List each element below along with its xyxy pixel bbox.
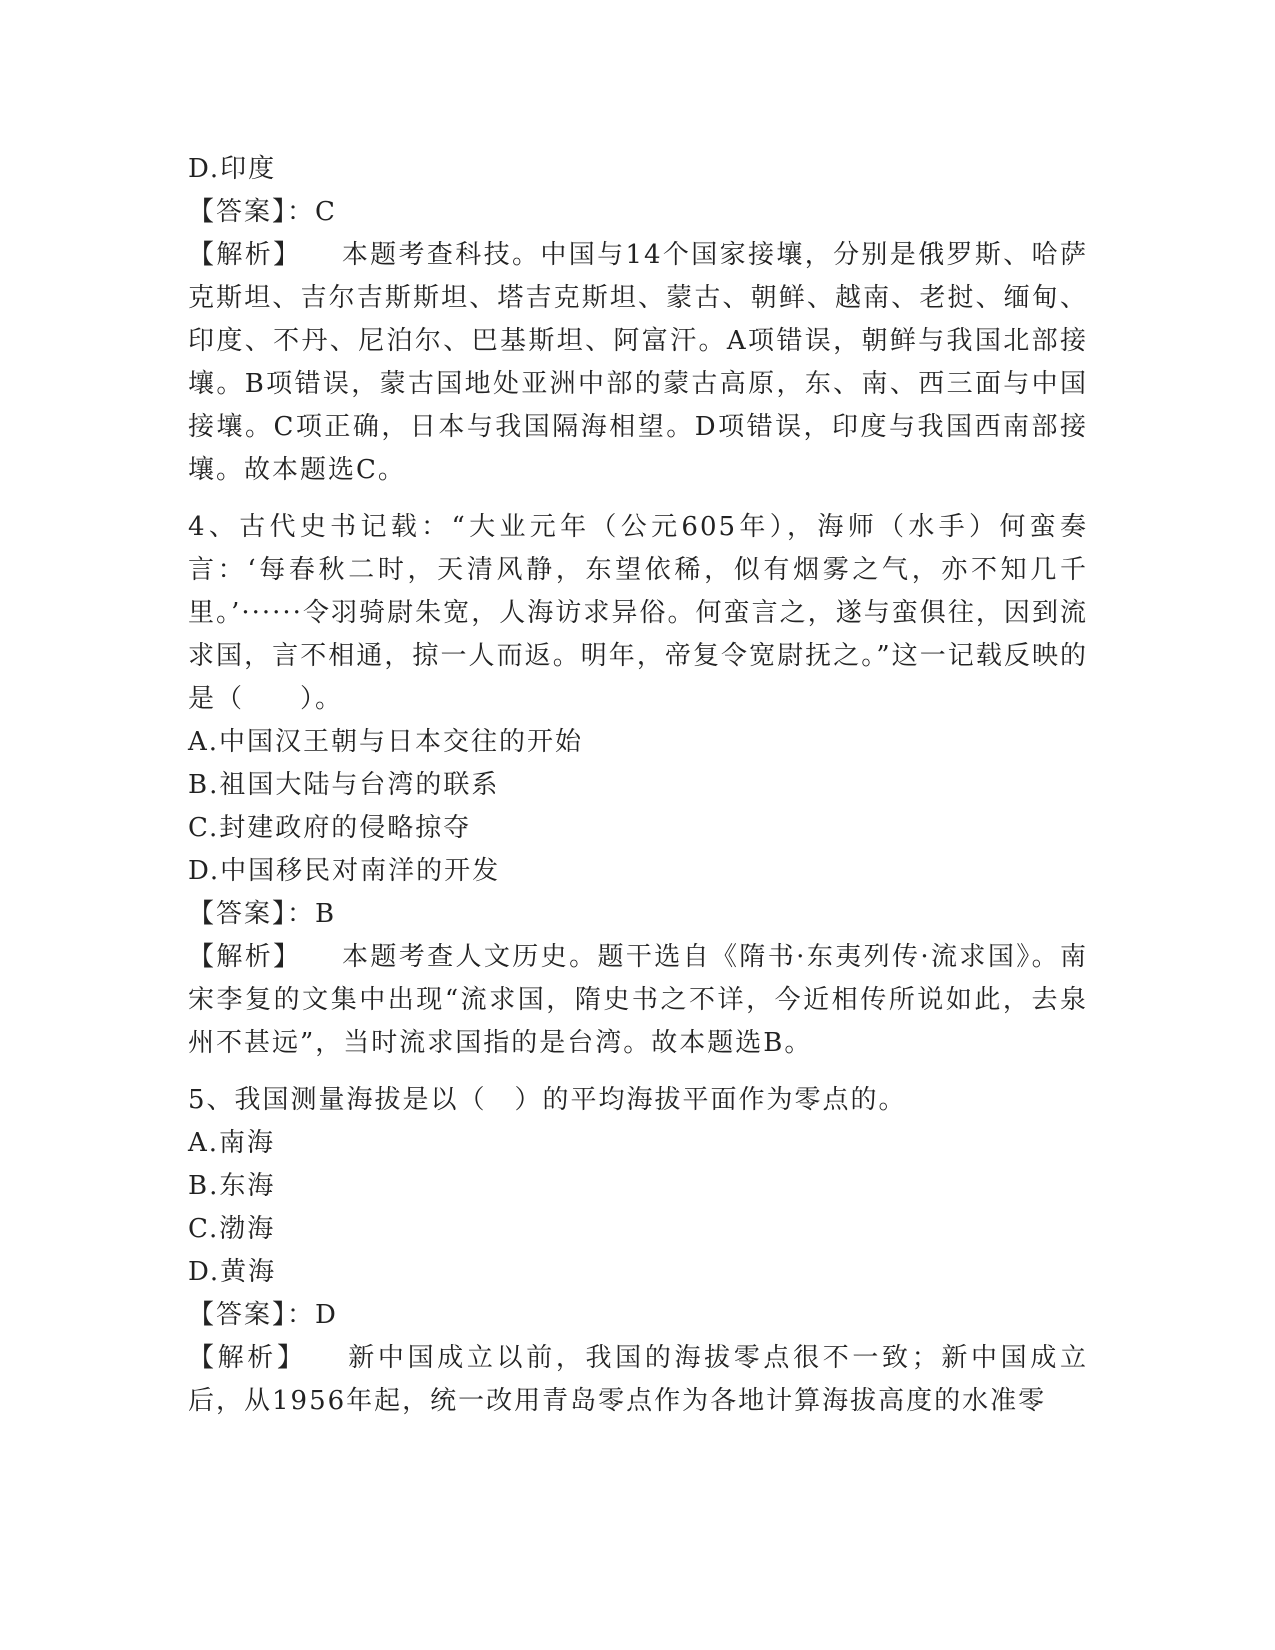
q3-analysis-text: 本题考查科技。中国与14个国家接壤，分别是俄罗斯、哈萨克斯坦、吉尔吉斯斯坦、塔吉克斯坦、蒙古、朝鲜、越南、老挝、缅甸、印度、不丹、尼泊尔、巴基斯坦、阿富汗。A项错误，朝鲜与我国北部接壤。B项错误，蒙古国地处亚洲中部的蒙古高原，东、南、西三面与中国接壤。C项正确，日本与我国隔海相望。D项错误，印度与我国西南部接壤。故本题选C。 <box>188 240 1088 485</box>
document-page <box>188 148 1088 1423</box>
q3-analysis-label: 【解析】 <box>188 240 302 270</box>
q5-analysis <box>188 1337 1088 1423</box>
q5-option-a: A.南海 <box>188 1128 276 1158</box>
q4-option-a: A.中国汉王朝与日本交往的开始 <box>188 727 584 757</box>
q3-analysis <box>188 234 1088 492</box>
q5-analysis-text: 新中国成立以前，我国的海拔零点很不一致；新中国成立后，从1956年起，统一改用青岛零点作为各地计算海拔高度的水准零 <box>188 1343 1088 1416</box>
q4-analysis-label: 【解析】 <box>188 942 302 972</box>
q4-stem: 4、古代史书记载：“大业元年（公元605年），海师（水手）何蛮奏言：‘每春秋二时，天清风静，东望依稀，似有烟雾之气，亦不知几千里。’······令羽骑尉朱宽，人海访求异俗。何蛮言之，遂与蛮俱往，因到流求国，言不相通，掠一人而返。明年，帝复令宽尉抚之。”这一记载反映的是（ ）。 <box>188 512 1088 714</box>
q3-option-d: D.印度 <box>188 154 277 184</box>
q4-analysis-text: 本题考查人文历史。题干选自《隋书·东夷列传·流求国》。南宋李复的文集中出现“流求国，隋史书之不详，今近相传所说如此，去泉州不甚远”，当时流求国指的是台湾。故本题选B。 <box>188 942 1088 1058</box>
q5-option-c: C.渤海 <box>188 1214 276 1244</box>
q5-option-d: D.黄海 <box>188 1257 277 1287</box>
q5-stem: 5、我国测量海拔是以（ ）的平均海拔平面作为零点的。 <box>188 1085 907 1115</box>
q5-answer: 【答案】：D <box>188 1300 338 1330</box>
q4-option-b: B.祖国大陆与台湾的联系 <box>188 770 500 800</box>
q4-answer: 【答案】：B <box>188 899 337 929</box>
q4-analysis <box>188 936 1088 1065</box>
q4-option-c: C.封建政府的侵略掠夺 <box>188 813 472 843</box>
q5-option-b: B.东海 <box>188 1171 276 1201</box>
q5-analysis-label: 【解析】 <box>188 1343 307 1373</box>
q3-answer: 【答案】：C <box>188 197 337 227</box>
q4-option-d: D.中国移民对南洋的开发 <box>188 856 501 886</box>
